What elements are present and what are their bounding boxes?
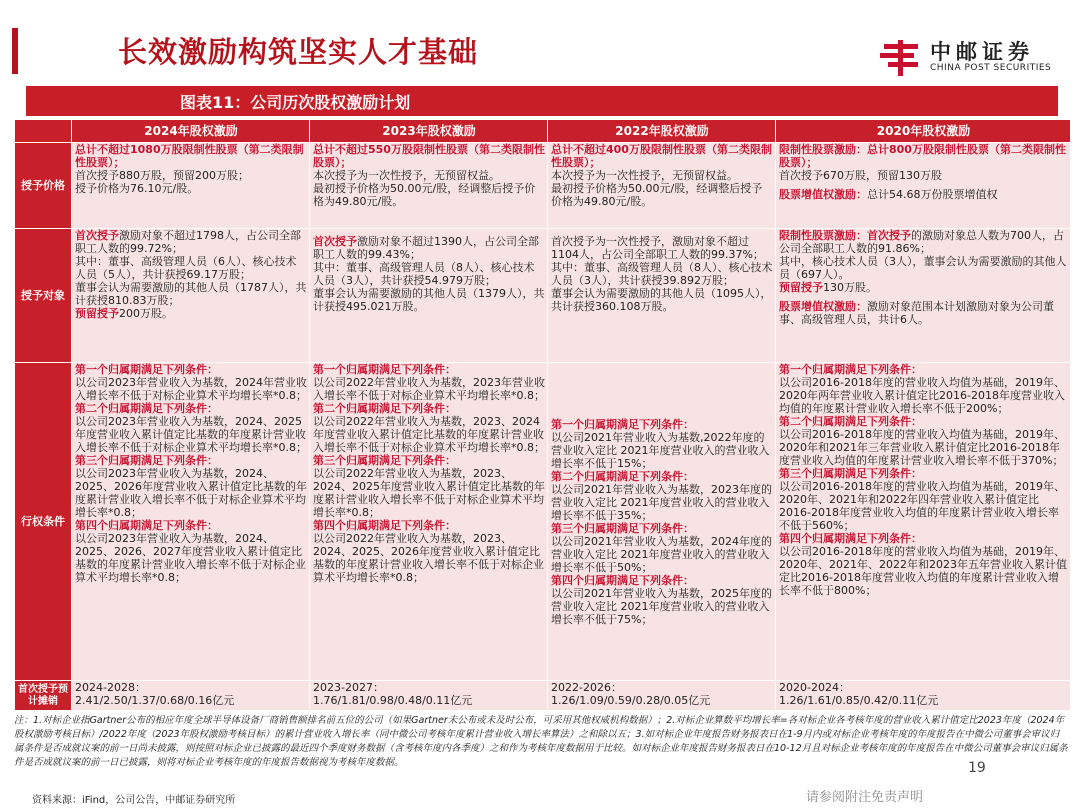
vesting-period-title: 第一个归属期满足下列条件： [551, 417, 694, 431]
vesting-condition: 以公司2016-2018年度的营业收入均值为基础，2019年、2020年和2021年三年营业收入累计值定比2016-2018年度营业收入均值的年度累计营业收入增长率不低于370%； [779, 428, 1065, 467]
vesting-period-title: 第四个归属期满足下列条件： [551, 573, 694, 587]
vesting-period-title: 第四个归属期满足下列条件： [313, 519, 456, 532]
equity-incentive-table [14, 119, 1071, 711]
vesting-condition: 以公司2021年营业收入为基数，2023年度的营业收入定比 2021年度营业收入的营业收入增长率不低于35%； [551, 482, 772, 522]
china-post-logo-icon [878, 38, 922, 78]
vesting-condition: 以公司2021年营业收入为基数，2025年度的营业收入定比 2021年度营业收入的营业收入增长率不低于75%； [551, 586, 772, 626]
logo-text-en: CHINA POST SECURITIES [930, 63, 1052, 73]
row-label-amortization: 首次授予预计摊销 [15, 681, 72, 711]
target-line: 董事会认为需要激励的其他人员（1787人），共计获授810.83万股； [75, 281, 307, 307]
figure-title-bar [26, 86, 1058, 116]
row-label-conditions: 行权条件 [15, 363, 72, 681]
price-head: 总计不超过400万股限制性股票（第二类限制性股票）； [551, 143, 772, 169]
column-header: 2023年股权激励 [310, 120, 548, 143]
amort-values: 2.41/2.50/1.37/0.68/0.16亿元 [75, 694, 235, 707]
target-text: 130万股。 [823, 281, 877, 294]
price-line: 授予价格为76.10元/股。 [75, 182, 199, 195]
target-text: 激励对象范围本计划激励对象为公司董事、高级管理人员，共计6人。 [779, 300, 1054, 326]
row-label-price: 授予价格 [15, 143, 72, 229]
vesting-condition: 以公司2023年营业收入为基数，2024、2025、2026、2027年度营业收入累计值定比基数的年度累计营业收入增长率不低于对标企业算术平均增长率*0.8； [75, 532, 306, 584]
price-cell-2023 [310, 143, 548, 229]
vesting-period-title: 第三个归属期满足下列条件： [313, 454, 456, 467]
figure-title: 图表11：公司历次股权激励计划 [180, 93, 411, 112]
vesting-period-title: 第一个归属期满足下列条件： [313, 363, 456, 376]
vesting-period-title: 第三个归属期满足下列条件： [551, 521, 694, 535]
vesting-condition: 以公司2023年营业收入为基数，2024、2025年度营业收入累计值定比基数的年度累计营业收入增长率不低于对标企业算术平均增长率*0.8； [75, 415, 307, 454]
row-label-target: 授予对象 [15, 229, 72, 363]
amort-cell-2024 [72, 681, 310, 711]
company-logo [878, 36, 1058, 80]
vesting-period-title: 第二个归属期满足下列条件： [75, 402, 218, 415]
vesting-period-title: 第二个归属期满足下列条件： [313, 402, 456, 415]
table-footnotes: 注：1.对标企业指Gartner公布的相应年度全球半导体设备厂商销售额排名前五位的公司（如果Gartner未公布或未及时公布，可采用其他权威机构数据）；2.对标企业算数平均增长率=各对标企业各考核年度的营业收入累计值定比2023年度（2024年股权激励考核目标）/2022年度（2023年股权激励考核目标）的累计营业收入增长率（同中微公司考核年度累计营业收入增长率算法）之和除以五；3.如对标企业年度报告财务报表日在1-9月内或对标企业考核年度的年度报告在中微公司董事会审议归属条件是否成就议案的前一日尚未披露，则按照对标企业已披露的最近四个季度财务数据（含考核年度内各季度）之和作为考核年度数据用于比较。如对标企业年度报告财务报表日在10-12月且对标企业考核年度的年度报告在中微公司董事会审议归属条件是否成就议案的前一日已披露，则将对标企业考核年度的年度报告数据视为考核年度数据。 [14, 715, 1068, 768]
target-line: 其中：董事、高级管理人员（8人）、核心技术人员（3人），共计获授54.979万股； [313, 261, 535, 287]
cond-cell-2020 [776, 363, 1071, 681]
disclaimer-watermark: 请参阅附注免责声明 [806, 790, 924, 805]
vesting-period-title: 第一个归属期满足下列条件： [779, 363, 922, 376]
vesting-period-title: 第三个归属期满足下列条件： [75, 454, 218, 467]
price-line: 首次授予880万股，预留200万股； [75, 169, 249, 182]
target-cell-2020 [776, 229, 1071, 363]
vesting-condition: 以公司2022年营业收入为基数，2023、2024、2025、2026年度营业收入累计值定比基数的年度累计营业收入增长率不低于对标企业算术平均增长率*0.8； [313, 532, 544, 584]
amort-cell-2022 [548, 681, 776, 711]
vesting-condition: 以公司2022年营业收入为基数，2023、2024年度营业收入累计值定比基数的年度累计营业收入增长率不低于对标企业算术平均增长率*0.8； [313, 415, 545, 454]
target-line: 其中，核心技术人员（3人），董事会认为需要激励的其他人员（697人）。 [779, 255, 1067, 281]
target-text: 的激励对象总人数为700人，占公司全部职工人数的91.86%； [779, 229, 1064, 255]
target-text: 首次授予为一次性授予， [551, 235, 672, 248]
vesting-period-title: 第四个归属期满足下列条件： [779, 532, 922, 545]
vesting-condition: 以公司2022年营业收入为基数，2023、2024、2025年度营业收入累计值定比基数的年度累计营业收入增长率不低于对标企业算术平均增长率*0.8； [313, 467, 545, 519]
price-head: 总计800万股限制性股票（第二类限制性股票）； [779, 143, 1066, 169]
target-text: 200万股。 [119, 307, 173, 320]
target-cell-2022 [548, 229, 776, 363]
amort-years: 2024-2028： [75, 681, 146, 694]
price-cell-2022 [548, 143, 776, 229]
vesting-period-title: 第四个归属期满足下列条件： [75, 519, 218, 532]
vesting-condition: 以公司2022年营业收入为基数，2023年营业收入增长率不低于对标企业算术平均增长率*0.8； [313, 376, 545, 402]
amort-cell-2020 [776, 681, 1071, 711]
vesting-condition: 以公司2023年营业收入为基数，2024年营业收入增长率不低于对标企业算术平均增长率*0.8； [75, 376, 307, 402]
amort-values: 1.26/1.61/0.85/0.42/0.11亿元 [779, 694, 939, 707]
reserve-label: 预留授予 [75, 307, 119, 320]
amort-years: 2020-2024： [779, 681, 850, 694]
price-cell-2024 [72, 143, 310, 229]
grant-label: 首次授予 [313, 235, 357, 248]
target-cell-2023 [310, 229, 548, 363]
title-accent-bar [12, 28, 18, 74]
target-line: 董事会认为需要激励的其他人员（1095人），共计获授360.108万股。 [551, 287, 772, 313]
price-line: 本次授予为一次性授予，无预留权益。 [551, 169, 738, 182]
reserve-label: 预留授予 [779, 281, 823, 294]
table-row-amortization [15, 681, 1071, 711]
data-source: 资料来源：iFind，公司公告，中邮证券研究所 [32, 795, 236, 806]
table-row-price [15, 143, 1071, 229]
amort-years: 2023-2027： [313, 681, 384, 694]
column-header: 2020年股权激励 [776, 120, 1071, 143]
column-header: 2024年股权激励 [72, 120, 310, 143]
cond-cell-2024 [72, 363, 310, 681]
target-text: 激励对象不超过1798人，占公司全部职工人数的99.72%； [75, 229, 301, 255]
price-line: 总计54.68万份股票增值权 [867, 188, 998, 201]
vesting-period-title: 第二个归属期满足下列条件： [779, 415, 922, 428]
price-head: 总计不超过550万股限制性股票（第二类限制性股票）； [313, 143, 545, 169]
target-line: 其中：董事、高级管理人员（8人）、核心技术人员（3人），共计获授39.892万股； [551, 261, 773, 287]
grant-label: 首次授予 [867, 229, 911, 242]
amort-values: 1.26/1.09/0.59/0.28/0.05亿元 [551, 694, 711, 707]
price-line: 首次授予670万股，预留130万股 [779, 169, 942, 182]
vesting-period-title: 第二个归属期满足下列条件： [551, 469, 694, 483]
amort-cell-2023 [310, 681, 548, 711]
target-text: 激励对象不超过1104人，占公司全部职工人数的99.37%； [551, 235, 764, 261]
vesting-condition: 以公司2016-2018年度的营业收入均值为基础，2019年、2020年、2021年和2022年四年营业收入累计值定比2016-2018年度营业收入均值的年度累计营业收入增长率不低于560%； [779, 480, 1065, 532]
target-cell-2024 [72, 229, 310, 363]
price-cell-2020 [776, 143, 1071, 229]
corner-cell [15, 120, 72, 143]
price-line: 最初授予价格为50.00元/股，经调整后授予价格为49.80元/股。 [551, 182, 763, 208]
price-line: 最初授予价格为50.00元/股，经调整后授予价格为49.80元/股。 [313, 182, 536, 208]
page-number: 19 [968, 760, 986, 776]
logo-text-cn: 中邮证券 [930, 40, 1034, 64]
grant-label: 限制性股票激励： [779, 229, 867, 242]
vesting-condition: 以公司2021年营业收入为基数，2024年度的营业收入定比 2021年度营业收入的营业收入增长率不低于50%； [551, 534, 772, 574]
column-header: 2022年股权激励 [548, 120, 776, 143]
amort-values: 1.76/1.81/0.98/0.48/0.11亿元 [313, 694, 473, 707]
vesting-condition: 以公司2016-2018年度的营业收入均值为基础，2019年、2020年两年营业收入累计值定比2016-2018年度营业收入均值的年度累计营业收入增长率不低于200%； [779, 376, 1065, 415]
vesting-condition: 以公司2023年营业收入为基数，2024、2025、2026年度营业收入累计值定比基数的年度累计营业收入增长率不低于对标企业算术平均增长率*0.8； [75, 467, 307, 519]
table-header-row [15, 120, 1071, 143]
cond-cell-2022 [548, 363, 776, 681]
price-line: 本次授予为一次性授予，无预留权益。 [313, 169, 500, 182]
cond-cell-2023 [310, 363, 548, 681]
price-head: 限制性股票激励： [779, 143, 867, 156]
vesting-period-title: 第三个归属期满足下列条件： [779, 467, 922, 480]
target-line: 其中：董事、高级管理人员（6人）、核心技术人员（5人），共计获授69.17万股； [75, 255, 297, 281]
table-row-target [15, 229, 1071, 363]
price-head: 总计不超过1080万股限制性股票（第二类限制性股票）； [75, 143, 304, 169]
page-title: 长效激励构筑坚实人才基础 [118, 35, 479, 69]
vesting-period-title: 第一个归属期满足下列条件： [75, 363, 218, 376]
grant-label: 首次授予 [75, 229, 119, 242]
amort-years: 2022-2026： [551, 681, 622, 694]
target-text: 激励对象不超过1390人，占公司全部职工人数的99.43%； [313, 235, 539, 261]
sar-label: 股票增值权激励： [779, 188, 867, 201]
table-row-conditions [15, 363, 1071, 681]
vesting-condition: 以公司2016-2018年度的营业收入均值为基础，2019年、2020年、2021年、2022年和2023年五年营业收入累计值定比2016-2018年度营业收入均值的年度累计营业收入增长率不低于800%； [779, 545, 1067, 597]
target-line: 董事会认为需要激励的其他人员（1379人），共计获授495.021万股。 [313, 287, 545, 313]
sar-label: 股票增值权激励： [779, 300, 867, 313]
vesting-condition: 以公司2021年营业收入为基数,2022年度的营业收入定比 2021年度营业收入的营业收入增长率不低于15%； [551, 430, 770, 470]
